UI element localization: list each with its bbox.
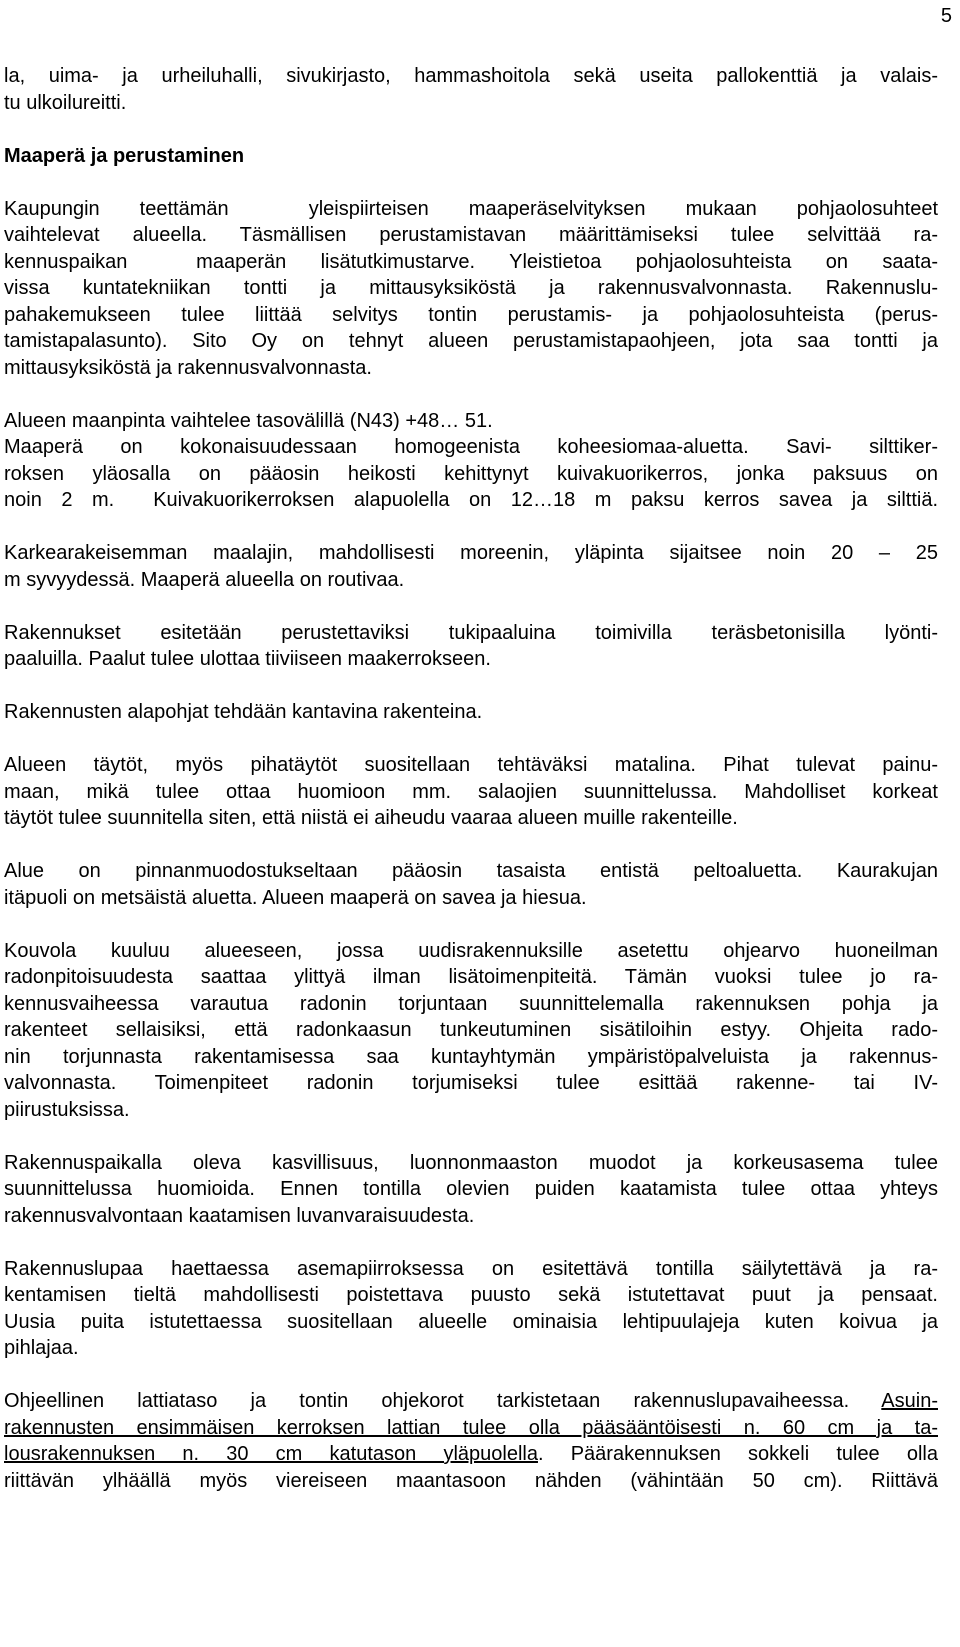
text-line — [4, 1441, 938, 1468]
paragraph — [4, 540, 938, 593]
paragraph — [4, 752, 938, 832]
paragraph-gap — [4, 726, 938, 753]
text-line: Rakennukset esitetään perustettaviksi tukipaaluina toimivilla teräsbetonisilla lyönti- — [4, 621, 938, 644]
text-line: nin torjunnasta rakentamisessa saa kuntayhtymän ympäristöpalveluista ja rakennus- — [4, 1045, 938, 1068]
paragraph — [4, 408, 938, 514]
text-line: kentamisen tieltä mahdollisesti poistettava puusto sekä istutettavat puut ja pensaat. — [4, 1284, 938, 1306]
text-line: tu ulkoilureitti. — [4, 91, 127, 114]
text-line: Karkearakeisemman maalajin, mahdollisesti moreenin, yläpinta sijaitsee noin 20 – 25 — [4, 542, 938, 564]
text-line: rakennusvalvontaan kaatamisen luvanvaraisuudesta. — [4, 1204, 475, 1227]
text-line: Alueen täytöt, myös pihatäytöt suositellaan tehtäväksi matalina. Pihat tulevat painu- — [4, 754, 938, 776]
text-line: Alue on pinnanmuodostukseltaan pääosin tasaista entistä peltoaluetta. Kaurakujan — [4, 860, 938, 882]
underlined-text: rakennusten ensimmäisen kerroksen lattian tulee olla pääsääntöisesti n. 60 cm ja ta- — [4, 1416, 938, 1439]
paragraph — [4, 1388, 938, 1494]
paragraph-gap — [4, 1362, 938, 1389]
text-line: vissa kuntatekniikan tontti ja mittausyksiköstä ja rakennusvalvonnasta. Rakennuslu- — [4, 277, 938, 299]
text-line: Uusia puita istutettaessa suositellaan alueelle ominaisia lehtipuulajeja kuten koivua ja — [4, 1310, 938, 1333]
paragraph — [4, 1150, 938, 1230]
text-line: noin 2 m. Kuivakuorikerroksen alapuolella on 12…18 m paksu kerros savea ja silttiä. — [4, 489, 938, 511]
paragraph — [4, 699, 938, 726]
paragraph — [4, 196, 938, 382]
text-line: tamistapalasunto). Sito Oy on tehnyt alueen perustamistapaohjeen, jota saa tontti ja — [4, 330, 938, 352]
paragraph-gap — [4, 911, 938, 938]
paragraph-gap — [4, 1123, 938, 1150]
text-line: radonpitoisuudesta saattaa ylittyä ilman lisätoimenpiteitä. Tämän vuoksi tulee jo ra- — [4, 966, 938, 988]
document-body — [4, 63, 938, 1494]
text-run: . Päärakennuksen sokkeli tulee olla — [537, 1443, 939, 1465]
paragraph — [4, 63, 938, 116]
paragraph-gap — [4, 832, 938, 859]
paragraph-gap — [4, 116, 938, 143]
text-line: la, uima- ja urheiluhalli, sivukirjasto, hammashoitola sekä useita pallokenttiä ja valais- — [4, 65, 938, 87]
page-number: 5 — [940, 5, 952, 27]
text-line: Rakennusten alapohjat tehdään kantavina rakenteina. — [4, 701, 483, 723]
text-line — [4, 1415, 938, 1442]
text-line: valvonnasta. Toimenpiteet radonin torjumiseksi tulee esittää rakenne- tai IV- — [4, 1072, 938, 1094]
paragraph-gap — [4, 169, 938, 196]
text-line: paaluilla. Paalut tulee ulottaa tiiviiseen maakerrokseen. — [4, 648, 491, 670]
text-line: suunnittelussa huomioida. Ennen tontilla olevien puiden kaatamista tulee ottaa yhteys — [4, 1178, 938, 1200]
text-line: kennusvaiheessa varautua radonin torjuntaan suunnittelemalla rakennuksen pohja ja — [4, 992, 938, 1015]
text-line: Maaperä on kokonaisuudessaan homogeenista koheesiomaa-aluetta. Savi- silttiker- — [4, 436, 938, 458]
underlined-text: Asuin- — [881, 1390, 938, 1412]
paragraph — [4, 1256, 938, 1362]
text-line: Rakennuslupaa haettaessa asemapiirroksessa on esitettävä tontilla säilytettävä ja ra- — [4, 1257, 938, 1280]
text-line: vaihtelevat alueella. Täsmällisen perustamistavan määrittämiseksi tulee selvittää ra- — [4, 224, 938, 246]
paragraph-gap — [4, 514, 938, 541]
text-line: Rakennuspaikalla oleva kasvillisuus, luonnonmaaston muodot ja korkeusasema tulee — [4, 1151, 938, 1174]
paragraph-gap — [4, 593, 938, 620]
text-line: riittävän ylhäällä myös viereiseen maantasoon nähden (vähintään 50 cm). Riittävä — [4, 1469, 938, 1492]
text-line: Kaupungin teettämän yleispiirteisen maaperäselvityksen mukaan pohjaolosuhteet — [4, 197, 938, 220]
text-line: m syvyydessä. Maaperä alueella on routivaa. — [4, 568, 405, 591]
paragraph-gap — [4, 1229, 938, 1256]
text-line: piirustuksissa. — [4, 1098, 130, 1121]
section-heading: Maaperä ja perustaminen — [4, 144, 245, 167]
text-line: maan, mikä tulee ottaa huomioon mm. salaojien suunnittelussa. Mahdolliset korkeat — [4, 780, 938, 803]
underlined-text: lousrakennuksen n. 30 cm katutason yläpuolella — [4, 1443, 538, 1465]
text-line: kennuspaikan maaperän lisätutkimustarve. Yleistietoa pohjaolosuhteista on saata- — [4, 250, 938, 273]
text-line: itäpuoli on metsäistä aluetta. Alueen maaperä on savea ja hiesua. — [4, 886, 587, 909]
paragraph — [4, 620, 938, 673]
text-line: Alueen maanpinta vaihtelee tasovälillä (N43) +48… 51. — [4, 409, 493, 432]
text-line: rakenteet sellaisiksi, että radonkaasun tunkeutuminen sisätiloihin estyy. Ohjeita rado- — [4, 1019, 938, 1041]
text-line: roksen yläosalla on pääosin heikosti kehittynyt kuivakuorikerros, jonka paksuus on — [4, 462, 938, 485]
paragraph — [4, 938, 938, 1124]
text-line: Kouvola kuuluu alueeseen, jossa uudisrakennuksille asetettu ohjearvo huoneilman — [4, 939, 938, 962]
text-line: mittausyksiköstä ja rakennusvalvonnasta. — [4, 356, 372, 379]
text-run: Ohjeellinen lattiataso ja tontin ohjekorot tarkistetaan rakennuslupavaiheessa. — [4, 1390, 882, 1412]
text-line: pihlajaa. — [4, 1337, 79, 1359]
paragraph-gap — [4, 673, 938, 700]
text-line: pahakemukseen tulee liittää selvitys tontin perustamis- ja pohjaolosuhteista (perus- — [4, 303, 938, 326]
paragraph-gap — [4, 381, 938, 408]
paragraph — [4, 858, 938, 911]
text-line: täytöt tulee suunnitella siten, että niistä ei aiheudu vaaraa alueen muille rakenteille. — [4, 807, 738, 829]
text-line — [4, 1388, 938, 1415]
